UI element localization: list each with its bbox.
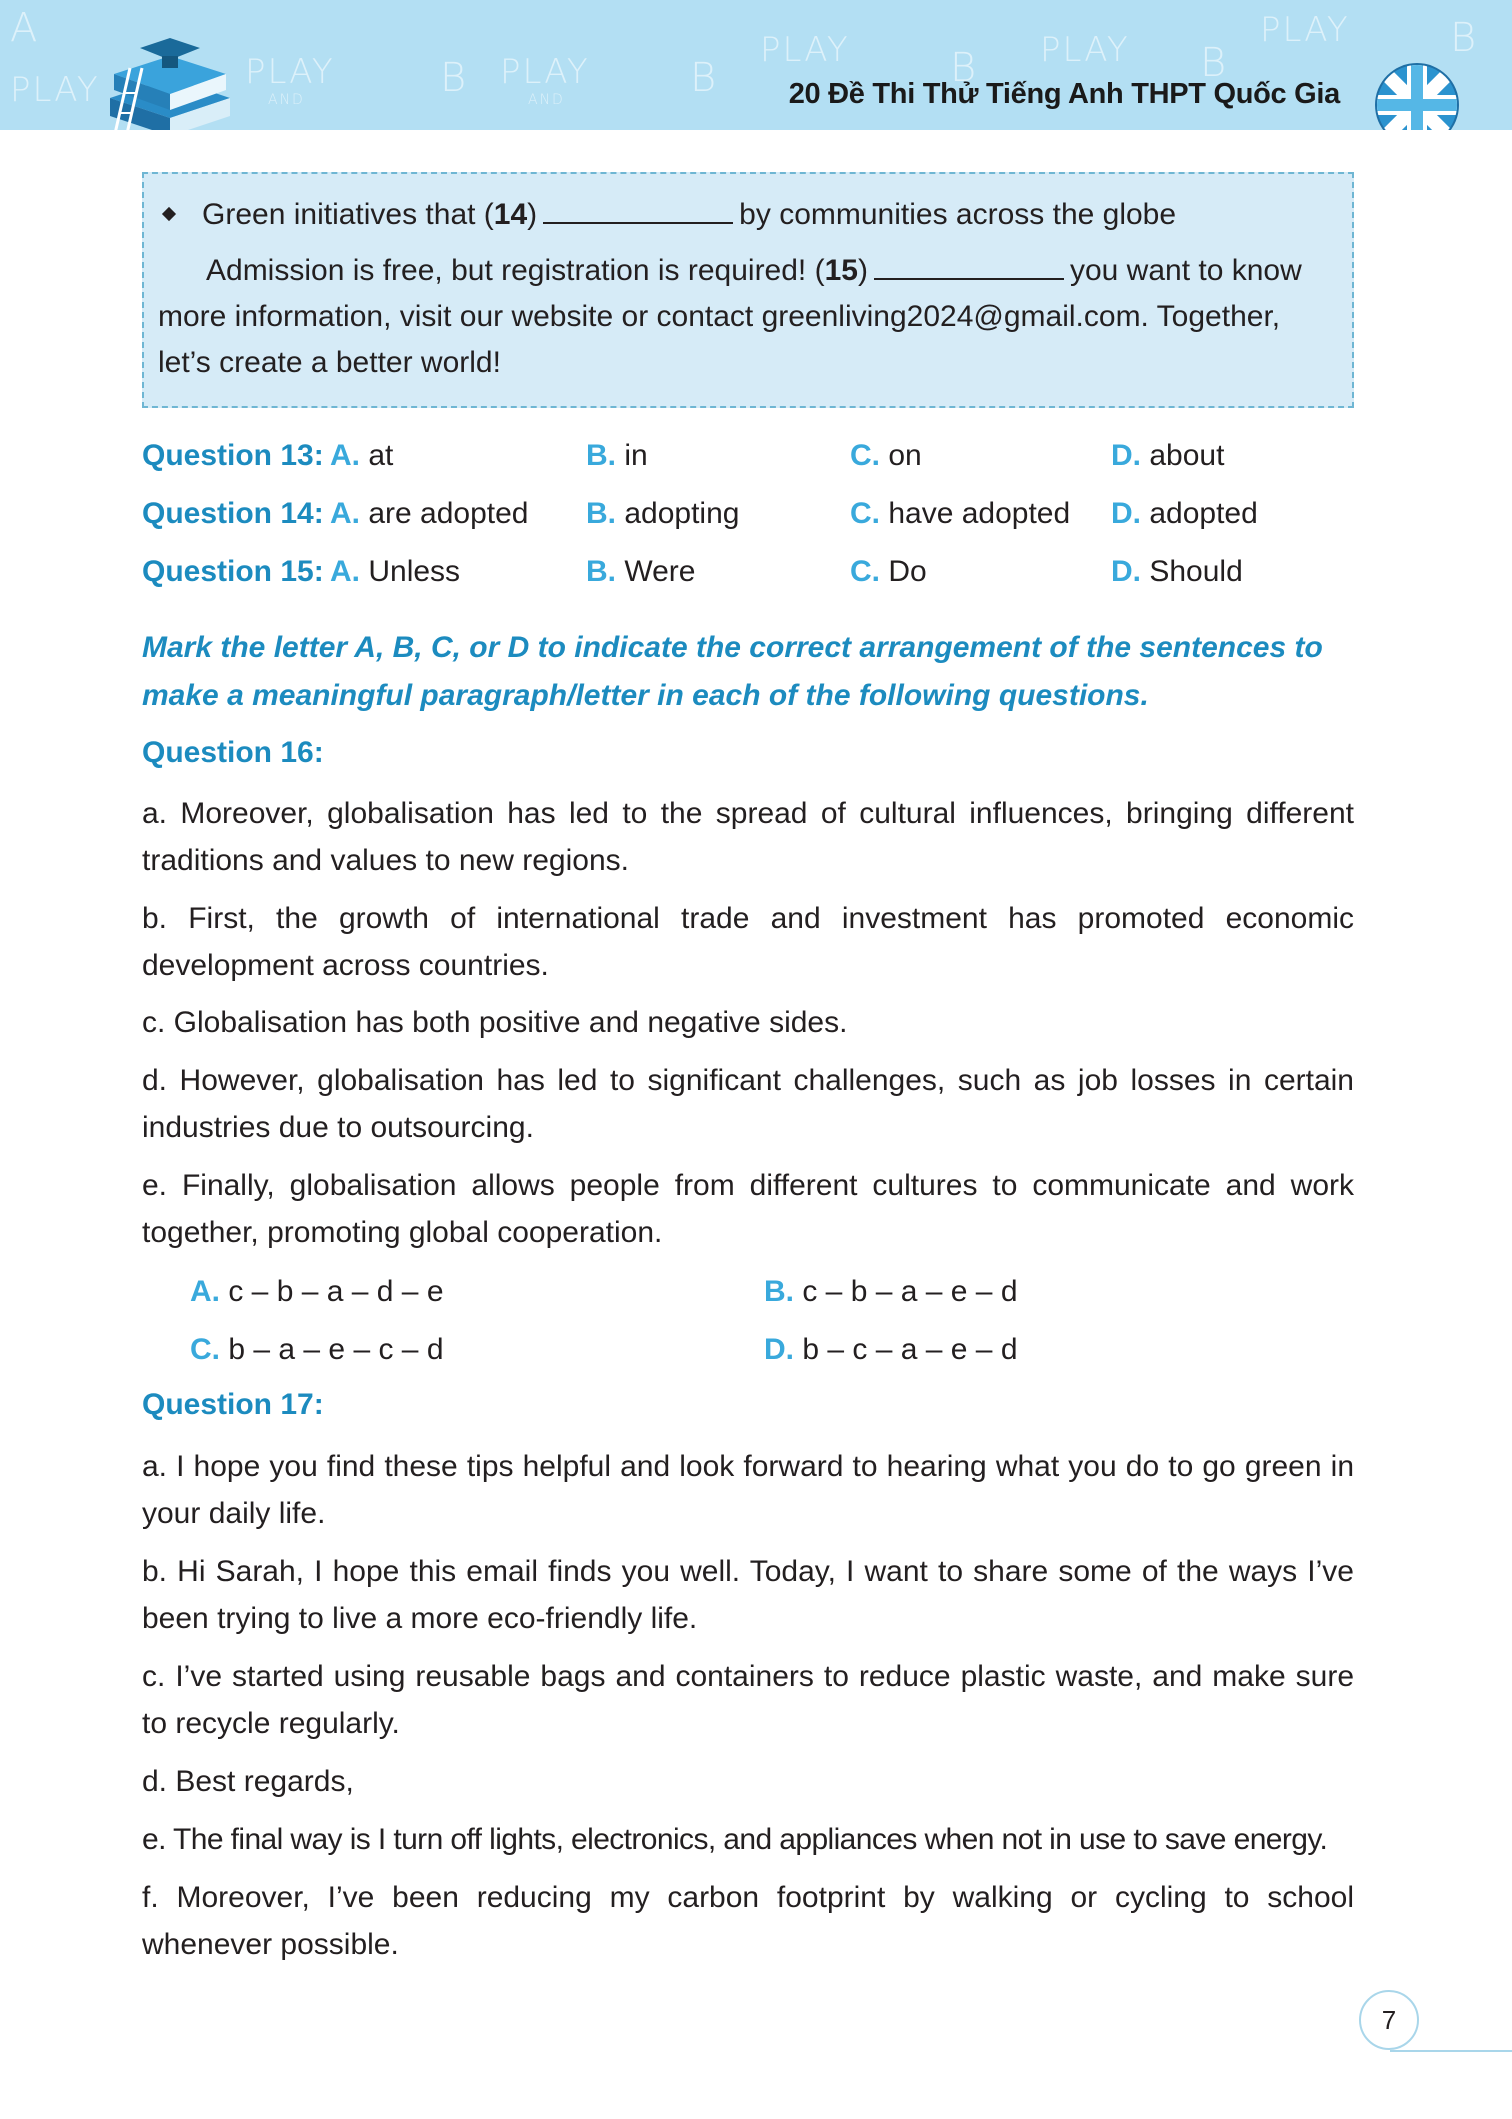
doodle-letter-b: B — [950, 45, 979, 91]
doodle-play: PLAY — [1260, 10, 1350, 50]
doodle-letter-b: B — [690, 55, 719, 101]
q16-sentence-e: e. Finally, globalisation allows people from different cultures to communicate and work together, promoting global cooperation. — [142, 1169, 1354, 1249]
option-b[interactable]: B. in — [586, 439, 648, 472]
q17-sentence-a: a. I hope you find these tips helpful and look forward to hearing what you do to go green in your daily life. — [142, 1450, 1354, 1530]
doodle-play: PLAY — [500, 52, 590, 92]
option-a[interactable]: A. Unless — [330, 555, 461, 588]
doodle-play: PLAY — [245, 52, 335, 92]
uk-flag-icon — [1374, 62, 1460, 130]
q16-sentence-d: d. However, globalisation has led to significant challenges, such as job losses in certain industries due to outsourcing. — [142, 1064, 1354, 1144]
q16-option-d[interactable]: D. b – c – a – e – d — [764, 1333, 1018, 1366]
option-d[interactable]: D. adopted — [1111, 497, 1258, 530]
diamond-bullet-icon — [162, 207, 176, 221]
doodle-letter-a: A — [10, 5, 40, 51]
blank-number: 14 — [493, 198, 528, 231]
q16-option-c[interactable]: C. b – a – e – c – d — [190, 1333, 444, 1366]
question-label: Question 14: — [142, 497, 324, 530]
passage-line: more information, visit our website or contact greenliving2024@gmail.com. Together, — [158, 300, 1281, 333]
page-header — [0, 0, 1512, 130]
option-c[interactable]: C. have adopted — [850, 497, 1071, 530]
q17-sentence-e: e. The final way is I turn off lights, electronics, and appliances when not in use to save energy. — [142, 1823, 1328, 1856]
question-label: Question 13: — [142, 439, 324, 472]
option-a[interactable]: A. at — [330, 439, 394, 472]
question-13 — [142, 436, 1354, 476]
footer-divider — [1390, 2050, 1512, 2052]
doodle-play: PLAY — [760, 30, 850, 70]
q17-sentence-d: d. Best regards, — [142, 1765, 354, 1798]
q16-sentence-b: b. First, the growth of international trade and investment has promoted economic development across countries. — [142, 902, 1354, 982]
passage-box — [142, 172, 1354, 408]
passage-line: Admission is free, but registration is required! (15) you want to know — [206, 248, 1302, 294]
option-d[interactable]: D. Should — [1111, 555, 1243, 588]
passage-line-bullet: Green initiatives that (14) by communities across the globe — [158, 192, 1176, 238]
option-b[interactable]: B. Were — [586, 555, 696, 588]
question-15 — [142, 552, 1354, 592]
doodle-play: PLAY — [1040, 30, 1130, 70]
doodle-and: AND — [528, 92, 565, 108]
q17-sentence-f: f. Moreover, I’ve been reducing my carbon footprint by walking or cycling to school whenever possible. — [142, 1881, 1354, 1961]
option-b[interactable]: B. adopting — [586, 497, 740, 530]
question-17-heading: Question 17: — [142, 1388, 324, 1421]
q16-sentence-c: c. Globalisation has both positive and negative sides. — [142, 1006, 848, 1039]
doodle-and: AND — [268, 92, 305, 108]
option-a[interactable]: A. are adopted — [330, 497, 529, 530]
q16-option-b[interactable]: B. c – b – a – e – d — [764, 1275, 1018, 1308]
passage-line: let’s create a better world! — [158, 346, 501, 379]
option-c[interactable]: C. on — [850, 439, 922, 472]
doodle-play: PLAY — [10, 70, 100, 110]
blank-number: 15 — [824, 254, 858, 287]
question-label: Question 15: — [142, 555, 324, 588]
question-14 — [142, 494, 1354, 534]
q16-option-a[interactable]: A. c – b – a – d – e — [190, 1275, 444, 1308]
answer-blank-14[interactable] — [543, 194, 733, 224]
question-16-heading: Question 16: — [142, 736, 324, 769]
doodle-letter-b: B — [440, 55, 469, 101]
option-c[interactable]: C. Do — [850, 555, 927, 588]
section-instruction: Mark the letter A, B, C, or D to indicate the correct arrangement of the sentences to make a meaningful paragraph/letter in each of the following questions. — [142, 631, 1323, 712]
q16-sentence-a: a. Moreover, globalisation has led to the spread of cultural influences, bringing different traditions and values to new regions. — [142, 797, 1354, 877]
answer-blank-15[interactable] — [874, 250, 1064, 280]
q17-sentence-b: b. Hi Sarah, I hope this email finds you well. Today, I want to share some of the ways I’ve been trying to live a more eco-friendly life. — [142, 1555, 1354, 1635]
q17-sentence-c: c. I’ve started using reusable bags and containers to reduce plastic waste, and make sure to recycle regularly. — [142, 1660, 1354, 1740]
doodle-letter-b: B — [1200, 40, 1229, 86]
option-d[interactable]: D. about — [1111, 439, 1225, 472]
books-graduation-cap-icon — [100, 38, 240, 130]
doodle-letter-b: B — [1450, 15, 1479, 61]
page-number: 7 — [1359, 1990, 1419, 2050]
book-title: 20 Đề Thi Thử Tiếng Anh THPT Quốc Gia — [788, 78, 1340, 110]
